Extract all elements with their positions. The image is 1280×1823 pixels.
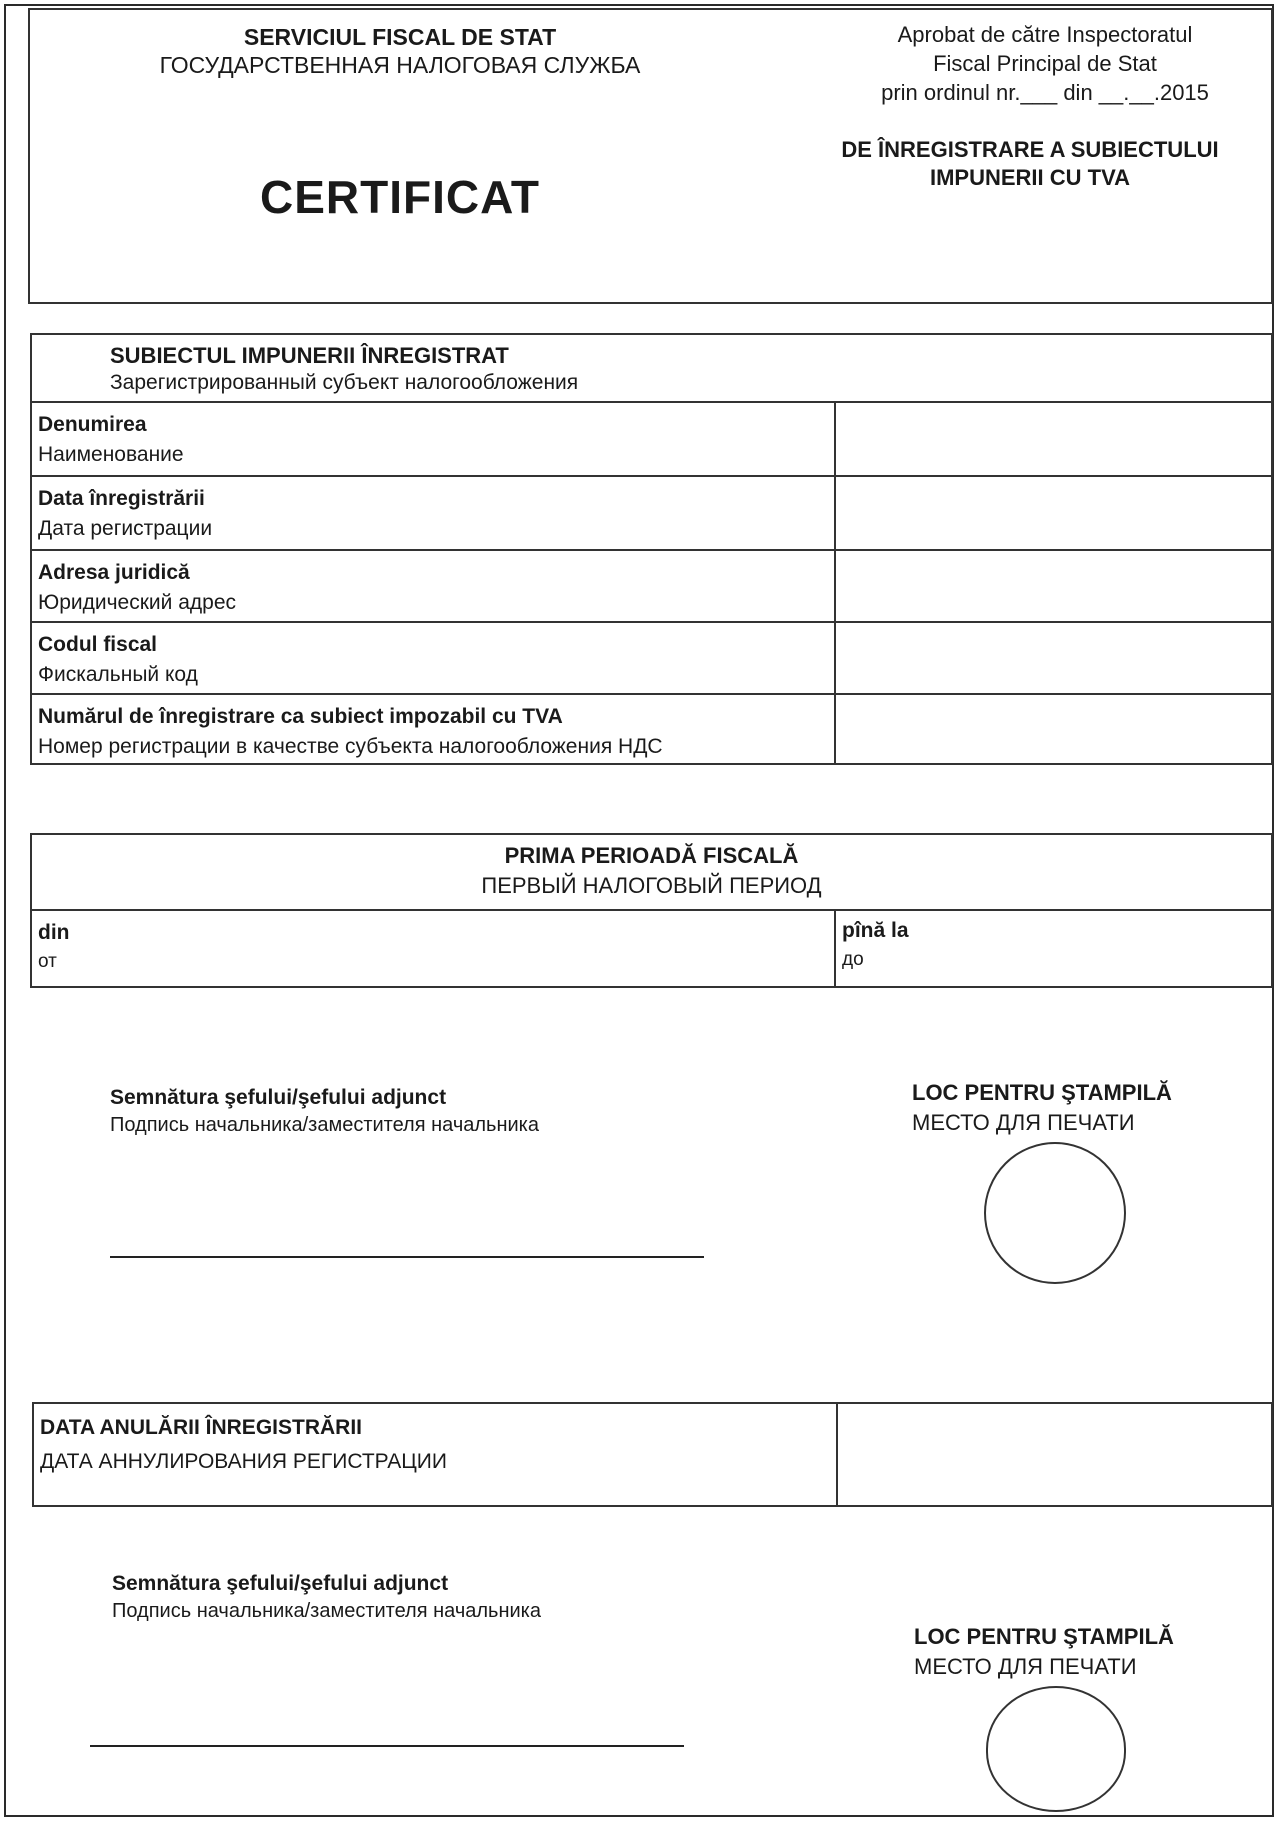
service-name-ru: ГОСУДАРСТВЕННАЯ НАЛОГОВАЯ СЛУЖБА bbox=[159, 52, 641, 78]
row-label-ro: Codul fiscal bbox=[38, 633, 158, 656]
subject-row-vat-number bbox=[32, 693, 1271, 765]
period-dates-row bbox=[32, 909, 1271, 986]
stamp-label-ru: МЕСТО ДЛЯ ПЕЧАТИ bbox=[914, 1654, 1137, 1679]
subject-row-fiscal-code bbox=[32, 621, 1271, 693]
cancellation-label-ro: DATA ANULĂRII ÎNREGISTRĂRII bbox=[40, 1416, 362, 1439]
period-title-ro: PRIMA PERIOADĂ FISCALĂ bbox=[504, 843, 799, 868]
row-label-ru: Номер регистрации в качестве субъекта налогообложения НДС bbox=[38, 735, 663, 758]
subtitle-line-1: DE ÎNREGISTRARE A SUBIECTULUI bbox=[841, 137, 1219, 162]
stamp-area-1 bbox=[912, 1080, 1172, 1136]
row-label-ro: Adresa juridică bbox=[38, 561, 190, 584]
signature-label-ro: Semnătura şefului/şefului adjunct bbox=[110, 1086, 447, 1109]
period-from-label-ru: от bbox=[38, 951, 57, 972]
row-label-ro: Denumirea bbox=[38, 413, 147, 436]
period-from-label-ro: din bbox=[38, 921, 70, 944]
subject-row-legal-address bbox=[32, 549, 1271, 621]
first-fiscal-period-table bbox=[30, 833, 1273, 988]
subject-row-registration-date bbox=[32, 475, 1271, 549]
row-label-ro: Numărul de înregistrare ca subiect impozabil cu TVA bbox=[38, 705, 563, 728]
subtitle-line-2: IMPUNERII CU TVA bbox=[929, 165, 1131, 190]
cancellation-date-table bbox=[32, 1402, 1273, 1507]
approval-line-1: Aprobat de către Inspectoratul bbox=[897, 22, 1193, 47]
subject-row-name bbox=[32, 401, 1271, 475]
period-to-label-ro: pînă la bbox=[842, 919, 909, 942]
stamp-circle-1 bbox=[984, 1142, 1126, 1284]
signature-block-1 bbox=[110, 1086, 539, 1137]
approval-note bbox=[820, 20, 1270, 107]
stamp-area-2 bbox=[914, 1624, 1174, 1680]
registered-subject-table bbox=[30, 333, 1273, 765]
row-label-ru: Наименование bbox=[38, 443, 184, 466]
row-label-ro: Data înregistrării bbox=[38, 487, 205, 510]
period-to-label-ru: до bbox=[842, 949, 864, 970]
row-label-ru: Фискальный код bbox=[38, 663, 198, 686]
signature-line-2[interactable] bbox=[90, 1745, 684, 1747]
row-label-ru: Дата регистрации bbox=[38, 517, 213, 540]
subject-title-ru: Зарегистрированный субъект налогообложения bbox=[110, 371, 579, 394]
certificate-title: CERTIFICAT bbox=[259, 171, 540, 223]
stamp-label-ro: LOC PENTRU ŞTAMPILĂ bbox=[914, 1624, 1174, 1649]
signature-label-ro: Semnătura şefului/şefului adjunct bbox=[112, 1572, 449, 1595]
stamp-label-ro: LOC PENTRU ŞTAMPILĂ bbox=[912, 1080, 1172, 1105]
signature-label-ru: Подпись начальника/заместителя начальника bbox=[110, 1114, 539, 1136]
cancellation-label-ru: ДАТА АННУЛИРОВАНИЯ РЕГИСТРАЦИИ bbox=[40, 1450, 447, 1473]
service-name-ro: SERVICIUL FISCAL DE STAT bbox=[243, 24, 557, 50]
approval-line-3: prin ordinul nr.___ din __.__.2015 bbox=[881, 80, 1209, 105]
stamp-circle-2 bbox=[986, 1686, 1126, 1812]
stamp-label-ru: МЕСТО ДЛЯ ПЕЧАТИ bbox=[912, 1110, 1135, 1135]
signature-line-1[interactable] bbox=[110, 1256, 704, 1258]
period-title-ru: ПЕРВЫЙ НАЛОГОВЫЙ ПЕРИОД bbox=[481, 873, 822, 898]
approval-line-2: Fiscal Principal de Stat bbox=[933, 51, 1157, 76]
signature-label-ru: Подпись начальника/заместителя начальника bbox=[112, 1600, 541, 1622]
subject-title-ro: SUBIECTUL IMPUNERII ÎNREGISTRAT bbox=[110, 343, 509, 368]
certificate-header bbox=[28, 8, 1273, 304]
certificate-subtitle bbox=[790, 136, 1270, 192]
signature-block-2 bbox=[112, 1572, 541, 1623]
row-label-ru: Юридический адрес bbox=[38, 591, 237, 614]
